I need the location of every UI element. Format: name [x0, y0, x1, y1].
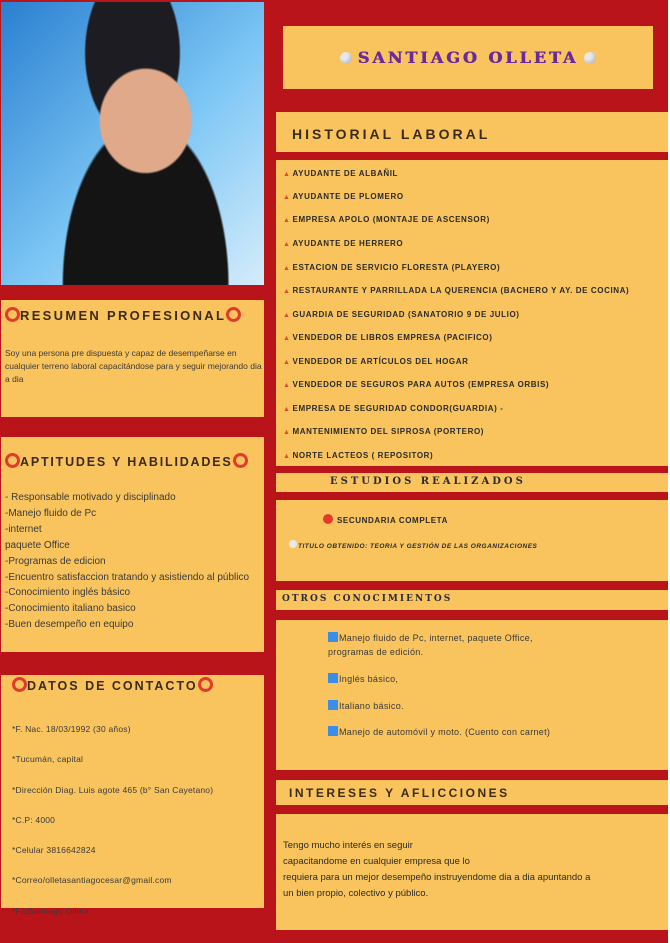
name-banner [283, 26, 653, 89]
otros-item-1: Manejo fluido de Pc, internet, paquete Office, [328, 632, 533, 643]
red-circle-icon [323, 514, 333, 524]
list-item: ▲ EMPRESA APOLO (MONTAJE DE ASCENSOR) [283, 215, 490, 224]
otros-item-4: Manejo de automóvil y moto. (Cuento con carnet) [328, 726, 550, 737]
contacto-title: DATOS DE CONTACTO [12, 677, 213, 693]
triangle-bullet-icon: ▲ [283, 171, 291, 178]
otros-item-2: Inglés básico, [328, 673, 398, 684]
blue-square-icon [328, 700, 338, 710]
aptitudes-title: APTITUDES Y HABILIDADES [5, 453, 248, 469]
circle-icon [12, 677, 27, 692]
profile-photo [1, 2, 264, 285]
full-name: SANTIAGO OLLETA [357, 48, 579, 67]
list-item: ▲ NORTE LACTEOS ( REPOSITOR) [283, 451, 434, 460]
otros-item-1b: programas de edición. [328, 647, 424, 657]
triangle-bullet-icon: ▲ [283, 312, 291, 319]
historial-title: HISTORIAL LABORAL [292, 126, 491, 142]
triangle-bullet-icon: ▲ [283, 217, 291, 224]
estudios-title: ESTUDIOS REALIZADOS [330, 476, 526, 487]
list-item: ▲ RESTAURANTE Y PARRILLADA LA QUERENCIA (BACHERO Y AY. DE COCINA) [283, 286, 630, 295]
triangle-bullet-icon: ▲ [283, 453, 291, 460]
circle-icon [5, 307, 20, 322]
list-item: ▲ ESTACION DE SERVICIO FLORESTA (PLAYERO) [283, 263, 501, 272]
circle-icon [340, 52, 352, 64]
estudios-nivel: SECUNDARIA COMPLETA [323, 514, 448, 525]
triangle-bullet-icon: ▲ [283, 429, 291, 436]
blue-square-icon [328, 673, 338, 683]
list-item: ▲ VENDEDOR DE LIBROS EMPRESA (PACIFICO) [283, 333, 493, 342]
triangle-bullet-icon: ▲ [283, 335, 291, 342]
list-item: ▲ GUARDIA DE SEGURIDAD (SANATORIO 9 DE JULIO) [283, 310, 520, 319]
list-item: ▲ AYUDANTE DE ALBAÑIL [283, 169, 399, 178]
estudios-titulo: TITULO OBTENIDO: TEORIA Y GESTIÓN DE LAS ORGANIZACIONES [289, 540, 537, 550]
list-item: ▲ AYUDANTE DE PLOMERO [283, 192, 404, 201]
circle-icon [233, 453, 248, 468]
aptitudes-list: - Responsable motivado y disciplinado -Manejo fluido de Pc -internet paquete Office -Programas de edicion -Encuentro satisfaccion tratando y asistiendo al público -Conocimiento inglés básico -Conocimiento italiano basico -Buen desempeño en equipo [5, 492, 250, 631]
blue-square-icon [328, 632, 338, 642]
list-item: ▲ AYUDANTE DE HERRERO [283, 239, 404, 248]
otros-item-3: Italiano básico. [328, 700, 404, 711]
triangle-bullet-icon: ▲ [283, 241, 291, 248]
blue-square-icon [328, 726, 338, 736]
otros-title: OTROS CONOCIMIENTOS [282, 594, 453, 604]
triangle-bullet-icon: ▲ [283, 265, 291, 272]
circle-icon [226, 307, 241, 322]
circle-icon [289, 540, 297, 548]
resumen-title: RESUMEN PROFESIONAL [5, 307, 241, 323]
triangle-bullet-icon: ▲ [283, 382, 291, 389]
resumen-text: Soy una persona pre dispuesta y capaz de desempeñarse en cualquier terreno laboral capacitándose para y seguir mejorando dia a dia [5, 348, 262, 384]
intereses-text: Tengo mucho interés en seguir capacitandome en cualquier empresa que lo requiera para un mejor desempeño instruyendome dia a dia apuntando a un bien propio, colectivo y público. [283, 840, 591, 899]
list-item: ▲ MANTENIMIENTO DEL SIPROSA (PORTERO) [283, 427, 485, 436]
list-item: ▲ EMPRESA DE SEGURIDAD CONDOR(GUARDIA) - [283, 404, 504, 413]
intereses-title: INTERESES Y AFLICCIONES [289, 786, 510, 800]
list-item: ▲ VENDEDOR DE SEGUROS PARA AUTOS (EMPRESA ORBIS) [283, 380, 550, 389]
circle-icon [5, 453, 20, 468]
triangle-bullet-icon: ▲ [283, 288, 291, 295]
triangle-bullet-icon: ▲ [283, 359, 291, 366]
triangle-bullet-icon: ▲ [283, 406, 291, 413]
circle-icon [584, 52, 596, 64]
circle-icon [198, 677, 213, 692]
list-item: ▲ VENDEDOR DE ARTÍCULOS DEL HOGAR [283, 357, 469, 366]
triangle-bullet-icon: ▲ [283, 194, 291, 201]
contacto-list: *F. Nac. 18/03/1992 (30 años) *Tucumán, capital *Dirección Diag. Luis agote 465 (b° San Cayetano) *C.P: 4000 *Celular 3816642824 *Correo/olletasantiagocesar@gmail.com *Fc/Santiago Olleta [12, 724, 214, 916]
